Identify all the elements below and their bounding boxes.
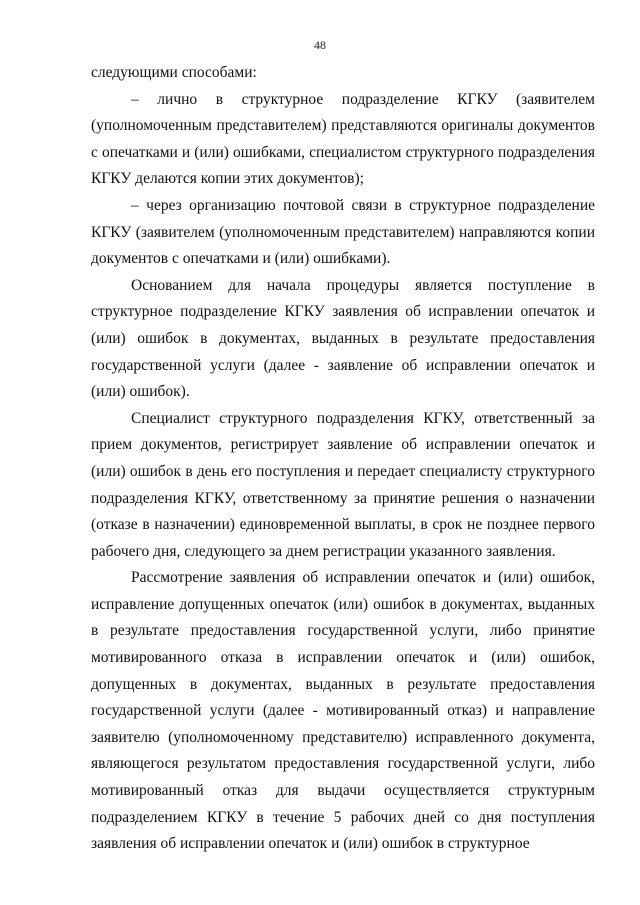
paragraph-registration: Специалист структурного подразделения КГКУ, ответственный за прием документов, регистрирует заявление об исправлении опечаток и (или) ошибок в день его поступления и передает специалисту структурного подразделения КГКУ, ответственному за принятие решения о назначении (отказе в назначении) единовременной выплаты, в срок не позднее первого рабочего дня, следующего за днем регистрации указанного заявления. xyxy=(91,409,595,560)
paragraph-consideration: Рассмотрение заявления об исправлении опечаток и (или) ошибок, исправление допущенных опечаток (или) ошибок в документах, выданных в результате предоставления государственной услуги, либо принятие мотивированного отказа в исправлении опечаток и (или) ошибок, допущенных в документах, выданных в результате предоставления государственной услуги (далее - мотивированный отказ) и направление заявителю (уполномоченному представителю) исправленного документа, являющегося результатом предоставления государственной услуги, либо мотивированный отказ для выдачи осуществляется структурным подразделением КГКУ в течение 5 рабочих дней со дня поступления заявления об исправлении опечаток и (или) ошибок в структурное xyxy=(91,569,595,853)
page-number: 48 xyxy=(314,38,326,52)
paragraph-intro: следующими способами: xyxy=(91,64,257,81)
paragraph-basis: Основанием для начала процедуры является поступление в структурное подразделение КГКУ заявления об исправлении опечаток и (или) ошибок в документах, выданных в результате предоставления государственной услуги (далее - заявление об исправлении опечаток и (или) ошибок). xyxy=(91,276,595,401)
paragraph-in-person: – лично в структурное подразделение КГКУ (заявителем (уполномоченным представителем) представляются оригиналы документов с опечатками и (или) ошибками, специалистом структурного подразделения КГКУ делаются копии этих документов); xyxy=(91,90,595,188)
paragraph-by-post: – через организацию почтовой связи в структурное подразделение КГКУ (заявителем (уполномоченным представителем) направляются копии документов с опечатками и (или) ошибками). xyxy=(91,196,595,268)
body-text xyxy=(91,60,595,858)
